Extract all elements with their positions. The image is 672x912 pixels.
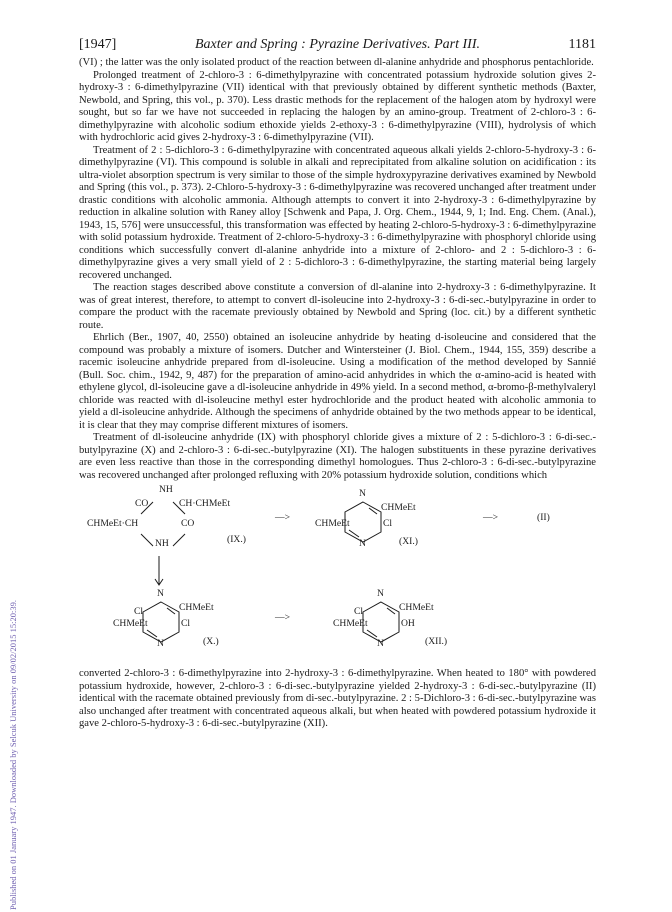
paragraph: Prolonged treatment of 2-chloro-3 : 6-dimethylpyrazine with concentrated potassium hydroxide solution gives 2-hydroxy-3 : 6-dimethylpyrazine (VII) identical with that previously obtained by different synthetic methods (Baxter, Newbold, and Spring, this vol., p. 370). Less drastic methods for the replacement of the halogen atom by hydroxyl were sought, but so far we have not succeeded in replacing the halogen by an amino-group. Treatment of 2-chloro-3 : 6-dimethylpyrazine with alcoholic sodium ethoxide yields 2-ethoxy-3 : 6-dimethylpyrazine (VIII), hydrolysis of which with hydrochloric acid gives 2-hydroxy-3 : 6-dimethylpyrazine (VII). [79,69,596,143]
paragraph: converted 2-chloro-3 : 6-dimethylpyrazine into 2-hydroxy-3 : 6-dimethylpyrazine. When heated to 180° with powdered potassium hydroxide, however, 2-chloro-3 : 6-di-sec.-butylpyrazine yielded 2-hydroxy-3 : 6-di-sec.-butylpyrazine (II) identical with the racemate obtained previously from di-sec.-butylpyrazine. 2 : 5-Dichloro-3 : 6-di-sec.-butylpyrazine was also unchanged after treatment with concentrated aqueous alkali, but when heated with powdered potassium hydroxide it gave 2-chloro-5-hydroxy-3 : 6-di-sec.-butylpyrazine (XII). [79,668,596,729]
ix-co-left: CO [135,498,149,509]
reaction-scheme [79,484,596,666]
xii-chloro: Cl [354,606,364,617]
xii-n-bottom: N [377,638,384,649]
arrow-xi-ii: —> [483,512,499,523]
paragraph: (VI) ; the latter was the only isolated product of the reaction between dl-alanine anhydride and phosphorus pentachloride. [79,57,594,68]
arrow-x-xii: —> [275,612,291,623]
header-page-number: 1181 [568,37,596,52]
journal-page [79,37,596,731]
paragraph: Treatment of dl-isoleucine anhydride (IX) with phosphoryl chloride gives a mixture of 2 : 5-dichloro-3 : 6-di-sec.-butylpyrazine (X) and 2-chloro-3 : 6-di-sec.-butylpyrazine (XI). The halogen substituents in these pyrazine derivatives are even less reactive than those in the corresponding dimethyl homologues. Thus 2-chloro-3 : 6-di-sec.-butylpyrazine was recovered unchanged after prolonged refluxing with 20% potassium hydroxide solution, conditions which [79,432,596,481]
x-chloro-right: Cl [181,618,191,629]
xi-label: (XI.) [399,536,418,547]
article-body [79,57,596,731]
paragraph: The reaction stages described above constitute a conversion of dl-alanine into 2-hydroxy-3 : 6-dimethylpyrazine. It was of great interest, therefore, to attempt to convert dl-isoleucine into 2-hydroxy-3 : 6-di-sec.-butylpyrazine in order to compare the product with the racemate previously obtained by Newbold and Spring (loc. cit.) by a different synthetic route. [79,282,596,331]
xi-n-top: N [359,488,366,499]
xi-chloro: Cl [383,518,393,529]
header-title: Baxter and Spring : Pyrazine Derivatives. Part III. [195,37,480,52]
xi-left-group: CHMeEt [315,518,350,529]
ix-nh-bottom: NH [155,538,169,549]
scheme-number: (II) [537,512,550,523]
paragraph: Treatment of 2 : 5-dichloro-3 : 6-dimethylpyrazine with concentrated aqueous alkali yields 2-chloro-5-hydroxy-3 : 6-dimethylpyrazine (VI). This compound is soluble in alkali and reprecipitated from alkaline solution on acidification : its ultra-violet absorption spectrum is very similar to those of the simple hydroxypyrazine derivatives examined by Newbold and Spring (this vol., p. 373). 2-Chloro-5-hydroxy-3 : 6-dimethylpyrazine was recovered unchanged after treatment under drastic conditions with alcoholic ammonia. Although attempts to convert it into 2-hydroxy-3 : 6-dimethylpyrazine by reduction in alkaline solution with Raney alloy [Schwenk and Papa, J. Org. Chem., 1944, 9, 1; Ind. Eng. Chem. (Anal.), 1943, 15, 576] were unsuccessful, this transformation was effected by heating 2-chloro-5-hydroxy-3 : 6-dimethylpyrazine with solid potassium hydroxide. Treatment of 2-chloro-5-hydroxy-3 : 6-dimethylpyrazine with phosphoryl chloride using conditions which successfully convert dl-alanine anhydride into a mixture of 2-chloro- and 2 : 5-dichloro-3 : 6-dimethylpyrazine gives a very small yield of 2 : 5-dichloro-3 : 6-dimethylpyrazine, the starting material being largely recovered unchanged. [79,144,596,281]
xii-substituent: CHMeEt [399,602,434,613]
x-label: (X.) [203,636,219,647]
arrow-ix-xi: —> [275,512,291,523]
xii-label: (XII.) [425,636,448,647]
x-substituent: CHMeEt [179,602,214,613]
paragraph: Ehrlich (Ber., 1907, 40, 2550) obtained an isoleucine anhydride by heating d-isoleucine and considered that the compound was probably a mixture of isomers. Dutcher and Wintersteiner (J. Biol. Chem., 1944, 155, 359) describe a racemic isoleucine anhydride prepared from dl-isoleucine. Using a modification of the method developed by Sannié (Bull. Soc. chim., 1942, 9, 487) for the preparation of amino-acid anhydrides in which the α-amino-acid is heated with ethylene glycol, dl-isoleucine gave a dl-isoleucine anhydride in 49% yield. In a second method, α-bromo-β-methylvaleryl chloride was reacted with dl-isoleucine methyl ester hydrochloride and the product heated with alcoholic ammonia to yield a dl-isoleucine anhydride. Although the specimens of anhydride obtained by the two methods appear to be identical, it is clear that they may comprise different mixtures of isomers. [79,332,596,431]
x-chloro-left: Cl [134,606,144,617]
x-n-top: N [157,588,164,599]
ix-left-group: CHMeEt·CH [87,518,139,529]
header-year: [1947] [79,37,117,52]
xii-left-group: CHMeEt [333,618,368,629]
download-watermark: Published on 01 January 1947. Downloaded by Selcuk University on 09/02/2015 15:20:39. [8,600,18,910]
xi-substituent: CHMeEt [381,502,416,513]
xii-hydroxy: OH [401,618,415,629]
ix-nh-top: NH [159,484,173,495]
x-left-group: CHMeEt [113,618,148,629]
xii-n-top: N [377,588,384,599]
x-n-bottom: N [157,638,164,649]
ix-label: (IX.) [227,534,246,545]
ix-co-right: CO [181,518,195,529]
xi-n-bottom: N [359,538,366,549]
ix-ch-right: CH·CHMeEt [179,498,231,509]
running-header [79,37,596,57]
